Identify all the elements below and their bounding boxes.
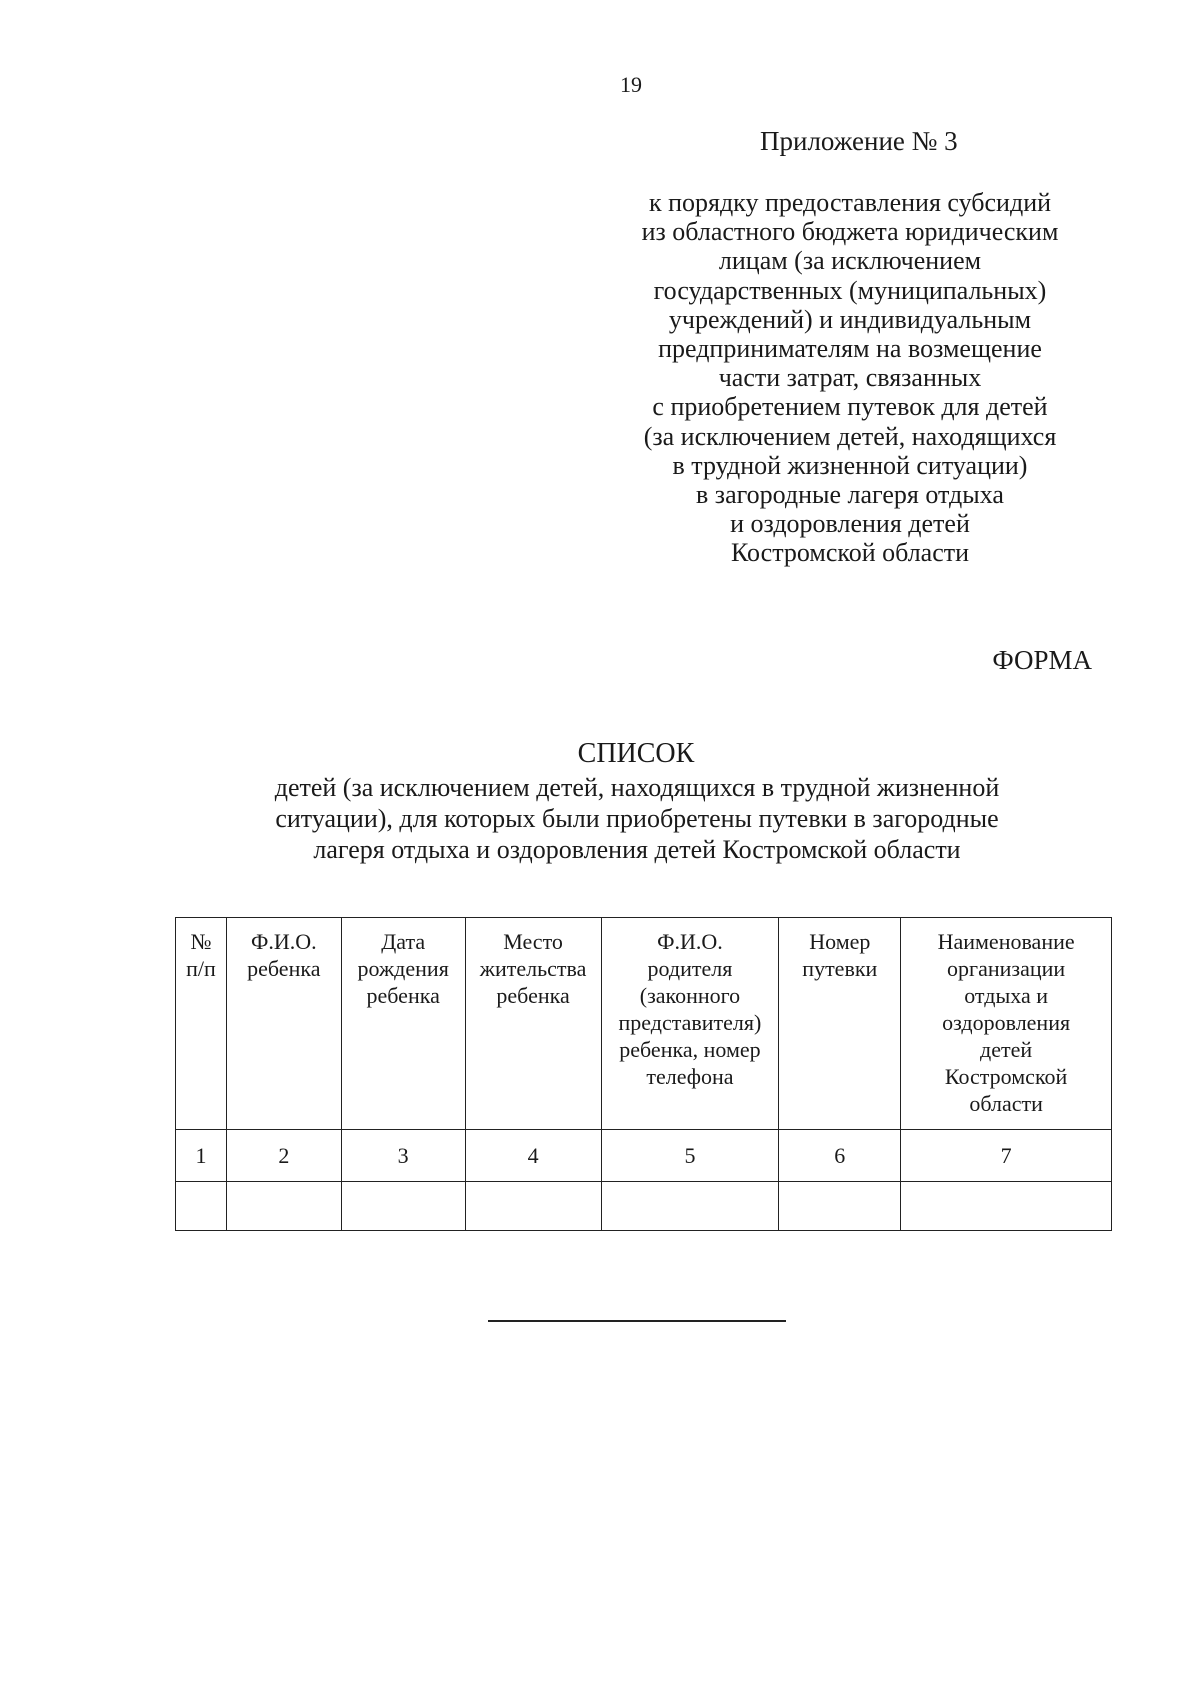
header-line: (законного (639, 983, 741, 1008)
header-line: Дата (381, 929, 426, 954)
list-subtitle (180, 772, 1094, 865)
column-number-cell: 1 (176, 1130, 227, 1182)
header-line: № (190, 929, 212, 954)
header-line: Ф.И.О. (250, 929, 317, 954)
appendix-description (620, 188, 1080, 568)
column-number-cell: 2 (226, 1130, 341, 1182)
header-cell-organization (901, 918, 1112, 1130)
subtitle-line: лагеря отдыха и оздоровления детей Костромской области (313, 835, 961, 864)
empty-cell[interactable] (601, 1182, 779, 1231)
header-line: отдыха и (964, 983, 1048, 1008)
footer-divider (488, 1320, 786, 1322)
subtitle-line: детей (за исключением детей, находящихся в трудной жизненной (274, 773, 1000, 802)
header-line: путевки (802, 956, 878, 981)
appendix-line: из областного бюджета юридическим (641, 217, 1059, 247)
page-number: 19 (620, 72, 642, 97)
header-cell-birth-date (341, 918, 465, 1130)
appendix-line: в загородные лагеря отдыха (696, 480, 1004, 510)
header-line: Место (503, 929, 563, 954)
appendix-title: Приложение № 3 (760, 126, 958, 156)
header-cell-voucher-number (779, 918, 901, 1130)
header-line: детей (980, 1037, 1033, 1062)
header-line: п/п (186, 956, 216, 981)
header-line: Номер (809, 929, 871, 954)
header-line: ребенка (247, 956, 321, 981)
table-header-row (176, 918, 1112, 1130)
appendix-line: учреждений) и индивидуальным (668, 304, 1032, 334)
children-list-table (175, 917, 1112, 1231)
header-line: телефона (646, 1064, 734, 1089)
header-cell-parent (601, 918, 779, 1130)
header-line: ребенка, номер (619, 1037, 761, 1062)
list-title: СПИСОК (577, 738, 695, 769)
column-number-cell: 3 (341, 1130, 465, 1182)
appendix-line: лицам (за исключением (718, 246, 982, 276)
appendix-line: в трудной жизненной ситуации) (672, 450, 1028, 480)
header-line: Костромской (944, 1064, 1068, 1089)
empty-data-row (176, 1182, 1112, 1231)
appendix-line: с приобретением путевок для детей (652, 392, 1048, 422)
subtitle-line: ситуации), для которых были приобретены путевки в загородные (275, 804, 999, 833)
column-number-cell: 4 (465, 1130, 601, 1182)
header-line: ребенка (496, 983, 570, 1008)
empty-cell[interactable] (176, 1182, 227, 1231)
header-cell-number (176, 918, 227, 1130)
header-line: рождения (357, 956, 449, 981)
appendix-line: и оздоровления детей (730, 509, 970, 539)
header-line: области (969, 1091, 1043, 1116)
header-line: организации (947, 956, 1066, 981)
appendix-line: государственных (муниципальных) (653, 275, 1047, 305)
empty-cell[interactable] (341, 1182, 465, 1231)
column-number-cell: 6 (779, 1130, 901, 1182)
header-line: Наименование (937, 929, 1075, 954)
header-line: жительства (479, 956, 587, 981)
column-number-cell: 5 (601, 1130, 779, 1182)
header-cell-child-name (226, 918, 341, 1130)
header-line: Ф.И.О. (657, 929, 723, 954)
header-line: родителя (647, 956, 733, 981)
appendix-line: (за исключением детей, находящихся (643, 421, 1057, 451)
header-line: представителя) (618, 1010, 762, 1035)
empty-cell[interactable] (779, 1182, 901, 1231)
empty-cell[interactable] (226, 1182, 341, 1231)
column-number-cell: 7 (901, 1130, 1112, 1182)
header-line: оздоровления (942, 1010, 1071, 1035)
form-label: ФОРМА (992, 645, 1092, 675)
appendix-line: к порядку предоставления субсидий (648, 188, 1052, 217)
appendix-line: предпринимателям на возмещение (658, 334, 1042, 364)
empty-cell[interactable] (465, 1182, 601, 1231)
appendix-line: Костромской области (730, 538, 970, 568)
appendix-line: части затрат, связанных (718, 363, 982, 393)
column-number-row (176, 1130, 1112, 1182)
header-line: ребенка (366, 983, 440, 1008)
empty-cell[interactable] (901, 1182, 1112, 1231)
header-cell-residence (465, 918, 601, 1130)
